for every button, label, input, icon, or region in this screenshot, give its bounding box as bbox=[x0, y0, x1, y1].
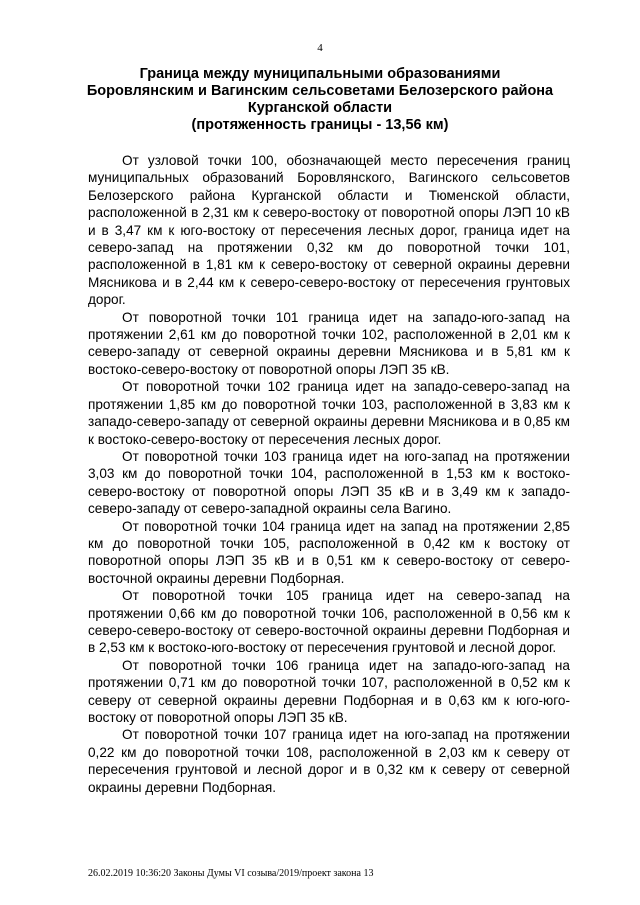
title-line-3: Курганской области bbox=[247, 100, 393, 116]
paragraph-point-102: От поворотной точки 102 граница идет на западо-северо-запад на протяжении 1,85 км до поворотной точки 103, расположенной в 3,83 км к западо-северо-западу от северной окраины деревни Мясникова и в 0,85 км к востоко-северо-востоку от пересечения лесных дорог. bbox=[88, 379, 570, 447]
document-body bbox=[88, 152, 570, 796]
document-title bbox=[60, 66, 580, 134]
paragraph-point-106: От поворотной точки 106 граница идет на западо-юго-запад на протяжении 0,71 км до поворотной точки 107, расположенной в 0,52 км к северу от северной окраины деревни Подборная и в 0,63 км к юго-юго-востоку от поворотной опоры ЛЭП 35 кВ. bbox=[88, 657, 570, 725]
paragraph-point-107: От поворотной точки 107 граница идет на юго-запад на протяжении 0,22 км до поворотной точки 108, расположенной в 2,03 км к северу от пересечения грунтовой и лесной дорог и в 0,32 км к северу от северной окраины деревни Подборная. bbox=[88, 727, 570, 795]
paragraph-point-101: От поворотной точки 101 граница идет на западо-юго-запад на протяжении 2,61 км до поворотной точки 102, расположенной в 2,01 км к северо-западу от северной окраины деревни Мясникова и в 5,81 км к востоко-северо-востоку от поворотной опоры ЛЭП 35 кВ. bbox=[88, 309, 570, 377]
title-line-4: (протяженность границы - 13,56 км) bbox=[191, 117, 449, 133]
title-line-2: Боровлянским и Вагинским сельсоветами Белозерского района bbox=[86, 83, 554, 99]
paragraph-point-100: От узловой точки 100, обозначающей место пересечения границ муниципальных образований Боровлянского, Вагинского сельсоветов Белозерского района Курганской области и Тюменской области, расположенной в 2,31 км к северо-востоку от поворотной опоры ЛЭП 10 кВ и в 3,47 км к юго-востоку от пересечения лесных дорог, граница идет на северо-запад на протяжении 0,32 км до поворотной точки 101, расположенной в 1,81 км к северо-востоку от северной окраины деревни Мясникова и в 2,44 км к северо-северо-востоку от пересечения грунтовых дорог. bbox=[88, 153, 570, 308]
paragraph-point-103: От поворотной точки 103 граница идет на юго-запад на протяжении 3,03 км до поворотной точки 104, расположенной в 1,53 км к востоко-северо-востоку от поворотной опоры ЛЭП 35 кВ и в 3,49 км к западо-северо-западу от северо-западной окраины села Вагино. bbox=[88, 448, 570, 517]
paragraph-point-104: От поворотной точки 104 граница идет на запад на протяжении 2,85 км до поворотной точки 105, расположенной в 0,42 км к востоку от поворотной опоры ЛЭП 35 кВ и в 0,51 км к северо-востоку от северо-восточной окраины деревни Подборная. bbox=[88, 518, 570, 586]
footer-file-path: 26.02.2019 10:36:20 Законы Думы VI созыва/2019/проект закона 13 bbox=[88, 868, 374, 879]
paragraph-point-105: От поворотной точки 105 граница идет на северо-запад на протяжении 0,66 км до поворотной точки 106, расположенной в 0,56 км к северо-северо-востоку от северо-восточной окраины деревни Подборная и в 2,53 км к востоко-юго-востоку от пересечения грунтовой и лесной дорог. bbox=[88, 588, 570, 656]
title-line-1: Граница между муниципальными образованиями bbox=[139, 66, 501, 82]
page-number: 4 bbox=[317, 42, 323, 54]
